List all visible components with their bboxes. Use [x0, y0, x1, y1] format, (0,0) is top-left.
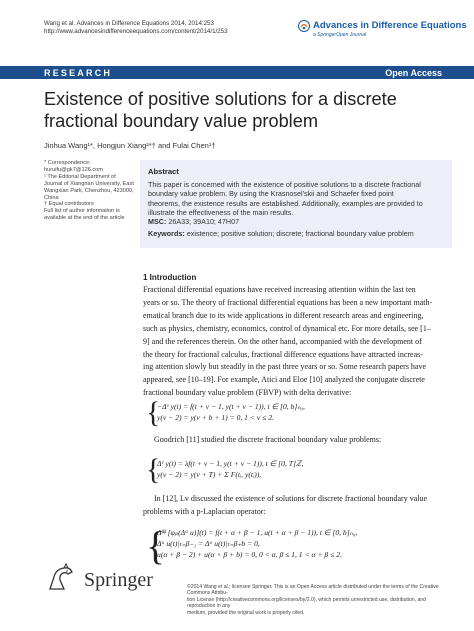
abstract-text — [148, 180, 448, 226]
citation-line: Wang et al. Advances in Difference Equations 2014, 2014:253 — [44, 20, 214, 27]
goodrich-paragraph: Goodrich [11] studied the discrete fractional boundary value problems: — [154, 435, 382, 444]
note-line: Full list of author information is — [44, 208, 120, 215]
title-line: Existence of positive solutions for a discrete — [44, 89, 397, 109]
section-heading: 1 Introduction — [143, 273, 197, 282]
springer-logo: Springer — [84, 569, 153, 591]
article-url[interactable]: http://www.advancesindifferenceequations.com/content/2014/1/253 — [44, 28, 228, 35]
abstract-line: theorems, the existence results are established. Additionally, examples are provided to — [148, 198, 423, 208]
body-line: fractional boundary value problem (FBVP) with delta derivative: — [143, 388, 352, 398]
abstract-line: This paper is concerned with the existence of positive solutions to a discrete fractional — [148, 180, 421, 189]
msc-label: MSC: — [148, 217, 167, 227]
license-line: medium, provided the original work is properly cited. — [187, 609, 305, 616]
equation-brace: { — [146, 523, 166, 568]
equation-line: y(ν − 2) = y(ν + b + 1) = 0, 1 < ν ≤ 2. — [157, 413, 274, 422]
body-line: years or so. The theory of fractional differential equations has been a new important math- — [143, 297, 433, 307]
equation-line: Δᵛ y(t) = λf(t + ν − 1, y(t + ν − 1)), t ∈ [0, T]ℤ, — [157, 459, 304, 468]
equation-line: y(ν − 2) = y(ν + T) + Σ F(tᵢ, y(tᵢ)), — [157, 470, 262, 479]
note-line: † Equal contributors — [44, 201, 94, 208]
note-line[interactable]: huruifu@gk7@126.com — [44, 166, 103, 173]
note-line: China — [44, 194, 59, 201]
equation-line: Δᵝᵝ [φₚ(Δᵅ u)](t) = f(t + α + β − 1, u(t + α + β − 1)), t ∈ [0, b]ₙ₀, — [157, 528, 358, 537]
note-line: Journal of Xiangnan University, East — [44, 180, 134, 187]
journal-logo-icon — [298, 19, 310, 31]
body-line: In [12], Lv discussed the existence of solutions for discrete fractional boundary value — [154, 494, 428, 503]
authors: Jinhua Wang¹*, Hongjun Xiang²*† and Fulai Chen¹† — [44, 141, 216, 150]
note-line: available at the end of the article — [44, 215, 125, 222]
license-line: tion License (http://creativecommons.org/licenses/by/2.0), which permits unrestricted use, distribution, and reproduction in any — [187, 596, 426, 610]
intro-paragraph — [143, 284, 455, 400]
title-line: fractional boundary value problem — [44, 111, 318, 131]
open-access-label: Open Access — [385, 68, 442, 78]
correspondence-notes — [44, 160, 134, 222]
equation-brace: { — [146, 396, 161, 429]
keywords-value: existence; positive solution; discrete; fractional boundary value problem — [186, 229, 414, 238]
body-line: ing attention slowly but steadily in the past three years or so. Some research papers have — [143, 362, 427, 372]
lv-paragraph — [143, 493, 455, 519]
article-type-label: RESEARCH — [44, 68, 113, 78]
body-line: the theory for fractional calculus, fractional difference equations have attracted increas- — [143, 349, 423, 359]
springer-horse-icon — [44, 563, 80, 593]
license-line: ©2014 Wang et al.; licensee Springer. This is an Open Access article distributed under the terms of the Creative Commons Attribu- — [187, 584, 439, 597]
equation-line: u(α + β − 2) + u(α + β + b) = 0, 0 < α, β ≤ 1, 1 < α + β ≤ 2. — [157, 550, 342, 559]
license-text — [187, 584, 455, 616]
body-line: such as physics, chemistry, economics, control of dynamical etc. For more details, see [1– — [143, 323, 431, 333]
journal-name: Advances in Difference Equations — [313, 20, 467, 31]
body-line: appeared, see [10–19]. For example, Atici and Eloe [10] analyzed the conjugate discrete — [143, 375, 425, 385]
equation-line: Δᵅ u(t)|ₜ₌β₋₁ = Δᵅ u(t)|ₜ₌β₊b = 0, — [157, 539, 260, 548]
journal-sub: a SpringerOpen Journal — [313, 32, 367, 38]
body-line: 9] and the references therein. On the other hand, accompanied with the development of — [143, 336, 422, 346]
abstract-line: boundary value problem. By using the Krasnosel'skii and Schaefer fixed point — [148, 189, 394, 199]
keywords-line — [148, 229, 448, 238]
article-title — [44, 88, 444, 132]
equation-line: −Δᵛ y(t) = f(t + ν − 1, y(t + ν − 1)), t ∈ [0, b]ₙ₀, — [157, 402, 305, 411]
note-line: * Correspondence: — [44, 160, 91, 166]
equation-3 — [157, 527, 357, 560]
body-line: ematical branch due to its wide applications in different research areas and engineering, — [143, 310, 424, 320]
note-line: ¹ The Editorial Department of — [44, 173, 116, 180]
msc-value: 26A33; 39A10; 47H07 — [168, 217, 240, 227]
body-line: problems with a p-Laplacian operator: — [143, 506, 266, 516]
equation-1 — [157, 401, 305, 423]
note-line: Wangxian Park, Chenzhou, 423000, — [44, 187, 134, 194]
keywords-label: Keywords: — [148, 229, 185, 238]
body-line: Fractional differential equations have received increasing attention within the last ten — [143, 285, 416, 294]
abstract-heading: Abstract — [148, 167, 179, 176]
abstract-line: illustrate the effectiveness of the main results. — [148, 207, 294, 217]
equation-brace: { — [146, 453, 161, 486]
equation-2 — [157, 458, 303, 480]
msc-line — [148, 217, 448, 226]
